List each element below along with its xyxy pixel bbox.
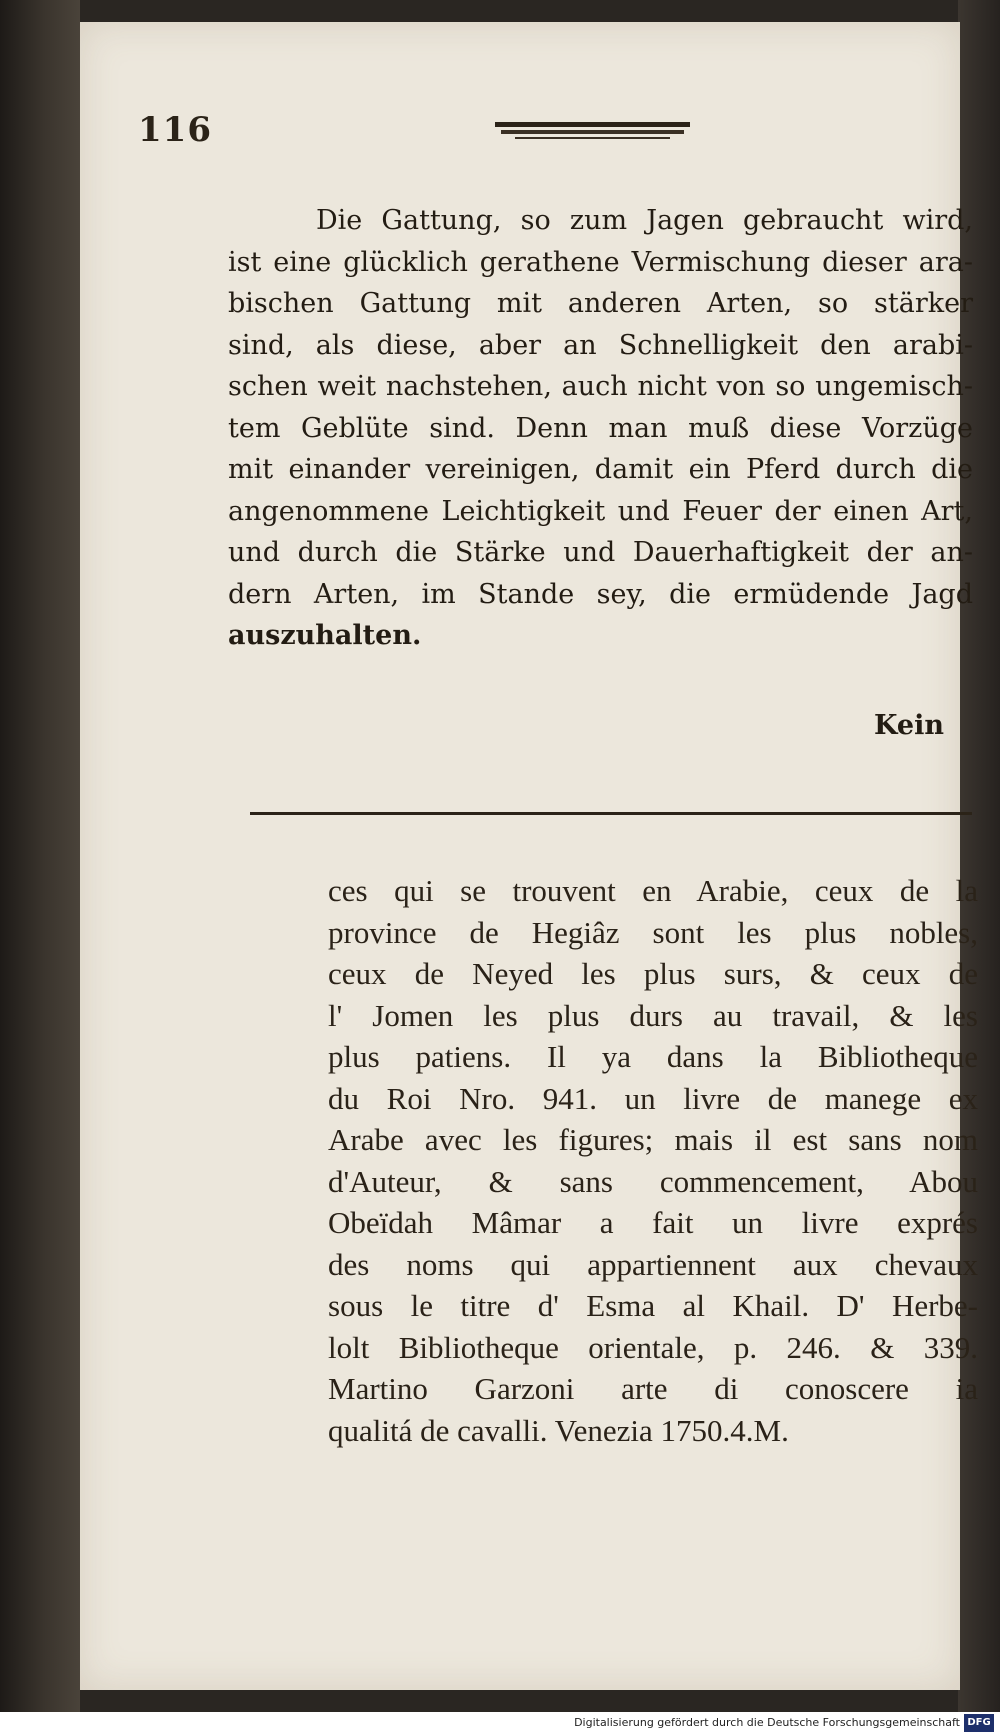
text-line: bischen Gattung mit anderen Arten, so stärker: [228, 288, 973, 319]
main-text-block: [228, 200, 973, 657]
book-spine-edge: [0, 0, 80, 1736]
text-line: schen weit nachstehen, auch nicht von so ungemisch-: [228, 371, 973, 402]
footnote-line: Obeïdah Mâmar a fait un livre exprés: [328, 1205, 978, 1240]
footnote-separator-rule: [250, 812, 972, 815]
footnote-text-block: [328, 870, 978, 1451]
footnote-line: des noms qui appartiennent aux chevaux: [328, 1246, 978, 1282]
footer-credit: Digitalisierung gefördert durch die Deutsche Forschungsgemeinschaft: [574, 1716, 960, 1729]
text-line: auszuhalten.: [228, 620, 422, 651]
page-number: 116: [138, 110, 212, 150]
dfg-logo: DFG: [964, 1714, 994, 1732]
text-line: sind, als diese, aber an Schnelligkeit den arabi-: [228, 329, 973, 361]
text-line: mit einander vereinigen, damit ein Pferd durch die: [228, 454, 973, 485]
footnote-line: Martino Garzoni arte di conoscere ia: [328, 1371, 978, 1406]
footnote-line: Arabe avec les figures; mais il est sans nom: [328, 1122, 978, 1157]
text-line: und durch die Stärke und Dauerhaftigkeit der an-: [228, 537, 973, 568]
footnote-line: plus patiens. Il ya dans la Bibliotheque: [328, 1039, 978, 1074]
footnote-line: qualitá de cavalli. Venezia 1750.4.M.: [328, 1412, 789, 1448]
text-line: tem Geblüte sind. Denn man muß diese Vorzüge: [228, 412, 973, 444]
text-line: dern Arten, im Stande sey, die ermüdende Jagd: [228, 578, 973, 610]
footnote-line: du Roi Nro. 941. un livre de manege ex: [328, 1080, 978, 1116]
footnote-line: ces qui se trouvent en Arabie, ceux de la: [328, 873, 978, 908]
footnote-line: l' Jomen les plus durs au travail, & les: [328, 997, 978, 1033]
footnote-line: lolt Bibliotheque orientale, p. 246. & 339.: [328, 1329, 978, 1365]
text-line: angenommene Leichtigkeit und Feuer der einen Art,: [228, 495, 973, 527]
catchword: Kein: [874, 710, 944, 741]
footnote-line: ceux de Neyed les plus surs, & ceux de: [328, 956, 978, 991]
footnote-line: province de Hegiâz sont les plus nobles,: [328, 914, 978, 950]
text-line: Die Gattung, so zum Jagen gebraucht wird,: [316, 205, 973, 236]
header-ornament: [495, 118, 690, 140]
footnote-line: d'Auteur, & sans commencement, Abou: [328, 1163, 978, 1199]
text-line: ist eine glücklich gerathene Vermischung dieser ara-: [228, 246, 973, 278]
footnote-line: sous le titre d' Esma al Khail. D' Herbe-: [328, 1288, 978, 1323]
